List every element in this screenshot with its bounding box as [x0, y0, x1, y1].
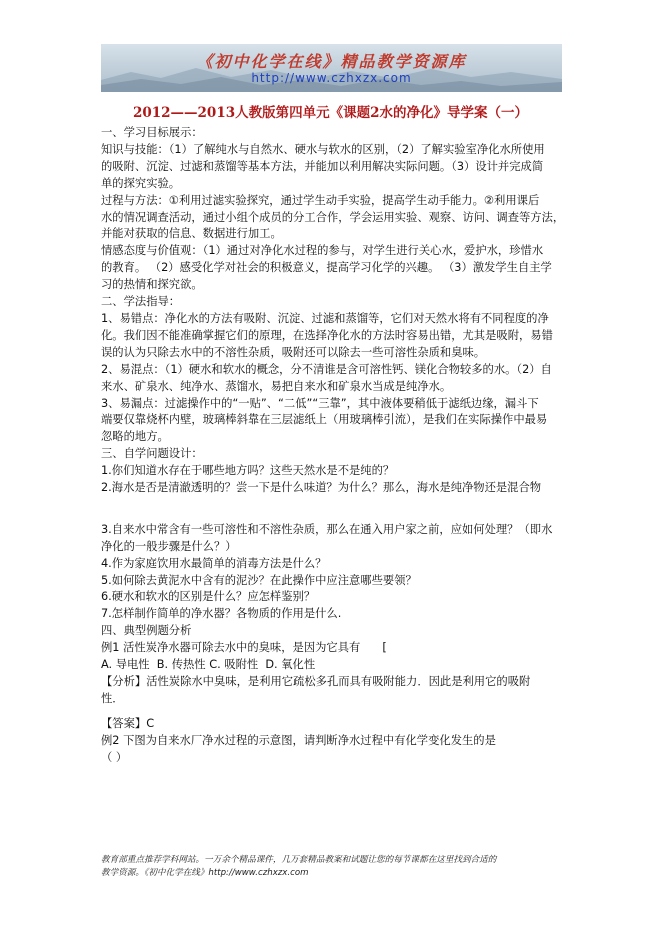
- text-line: 1、易错点：净化水的方法有吸附、沉淀、过滤和蒸馏等，它们对天然水将有不同程度的净: [101, 311, 549, 325]
- text-line: 净化的一般步骤是什么？）: [101, 539, 237, 553]
- answer-bracket: [: [382, 641, 387, 655]
- text-line: 的吸附、沉淀、过滤和蒸馏等基本方法，并能加以利用解决实际问题。（3）设计并完成简: [101, 159, 544, 173]
- question-item: 2.海水是否是清澈透明的？尝一下是什么味道？为什么？那么，海水是纯净物还是混合物: [101, 481, 542, 495]
- question-item: 5.如何除去黄泥水中含有的泥沙？在此操作中应注意哪些要领？: [101, 573, 417, 587]
- text-line: 端要仅靠烧杯内壁，玻璃棒斜靠在三层滤纸上（用玻璃棒引流），是我们在实际操作中最易: [101, 413, 548, 427]
- banner-url-link[interactable]: http://www.czhxzx.com: [251, 71, 412, 85]
- page-footer: [101, 854, 563, 880]
- text-line: 并能对获取的信息、数据进行加工。: [101, 227, 282, 241]
- text-line: 化。我们因不能准确掌握它们的原理，在选择净化水的方法时容易出错，尤其是吸附，易错: [101, 328, 553, 342]
- text-line: 性．: [101, 691, 124, 705]
- example-line: 例2 下图为自来水厂净水过程的示意图，请判断净水过程中有化学变化发生的是: [101, 733, 496, 747]
- text-line: 忽略的地方。: [101, 430, 169, 444]
- spacer: [101, 708, 565, 716]
- question-item: 6.硬水和软水的区别是什么？应怎样鉴别？: [101, 590, 316, 604]
- text-line: 误的认为只除去水中的不溶性杂质，吸附还可以除去一些可溶性杂质和臭味。: [101, 345, 486, 359]
- section-heading: 三、自学问题设计：: [101, 447, 203, 461]
- text-line: 单的探究实验。: [101, 176, 181, 190]
- text-line: 水的情况调查活动，通过小组个成员的分工合作，学会运用实验、观察、访问、调查等方法，: [101, 210, 565, 224]
- footer-line: 教学资源。《初中化学在线》http://www.czhxzx.com: [101, 868, 309, 878]
- document-title: 2012——2013人教版第四单元《课题2水的净化》导学案（一）: [132, 105, 529, 121]
- analysis-line: 【分析】活性炭除水中臭味，是利用它疏松多孔而具有吸附能力．因此是利用它的吸附: [101, 674, 531, 688]
- text-line: 知识与技能：（1）了解纯水与自然水、硬水与软水的区别，（2）了解实验室净化水所使用: [101, 142, 545, 156]
- question-item: 7.怎样制作简单的净水器？各物质的作用是什么.: [101, 607, 342, 621]
- question-item: 3.自来水中常含有一些可溶性和不溶性杂质，那么在通入用户家之前，应如何处理？（即水: [101, 522, 553, 536]
- footer-line: 教育部重点推荐学科网站。一万余个精品课件，几万套精品教案和试题让您的每节课都在这里找到合适的: [101, 855, 497, 865]
- text-line: （ ）: [101, 750, 128, 764]
- example-line: [101, 640, 565, 657]
- section-heading: 二、学法指导：: [101, 295, 181, 309]
- section-heading: 一、学习目标展示：: [101, 126, 203, 139]
- blank-line: [101, 497, 565, 514]
- banner-title: 《初中化学在线》精品教学资源库: [196, 52, 467, 71]
- text-line: 的教育。 （2）感受化学对社会的积极意义，提高学习化学的兴趣。 （3）激发学生自主学: [101, 261, 552, 275]
- answer-line: 【答案】C: [101, 716, 155, 730]
- text-line: 来水、矿泉水、纯净水、蒸馏水，易把自来水和矿泉水当成是纯净水。: [101, 379, 452, 393]
- text-line: 情感态度与价值观：（1）通过对净化水过程的参与，对学生进行关心水，爱护水，珍惜水: [101, 244, 544, 258]
- text-line: 习的热情和探究欲。: [101, 278, 203, 292]
- text-line: 3、易漏点：过滤操作中的“一贴”、“二低”“三靠”，其中液体要稍低于滤纸边缘，漏斗下: [101, 396, 539, 410]
- example-text: 例1 活性炭净水器可除去水中的臭味，是因为它具有: [101, 641, 361, 655]
- text-line: 过程与方法：①利用过滤实验探究，通过学生动手实验，提高学生动手能力。②利用课后: [101, 193, 540, 207]
- question-item: 1.你们知道水存在于哪些地方吗？这些天然水是不是纯的？: [101, 464, 395, 478]
- header-banner: [101, 44, 562, 92]
- text-line: 2、易混点：（1）硬水和软水的概念，分不清谁是含可溶性钙、镁化合物较多的水。（2）自: [101, 362, 552, 376]
- document-body: [101, 125, 565, 767]
- question-item: 4.作为家庭饮用水最简单的消毒方法是什么？: [101, 556, 327, 570]
- answer-choices: A. 导电性 B. 传热性 C. 吸附性 D. 氧化性: [101, 658, 316, 672]
- spacer: [101, 514, 565, 522]
- section-heading: 四、典型例题分析: [101, 624, 192, 638]
